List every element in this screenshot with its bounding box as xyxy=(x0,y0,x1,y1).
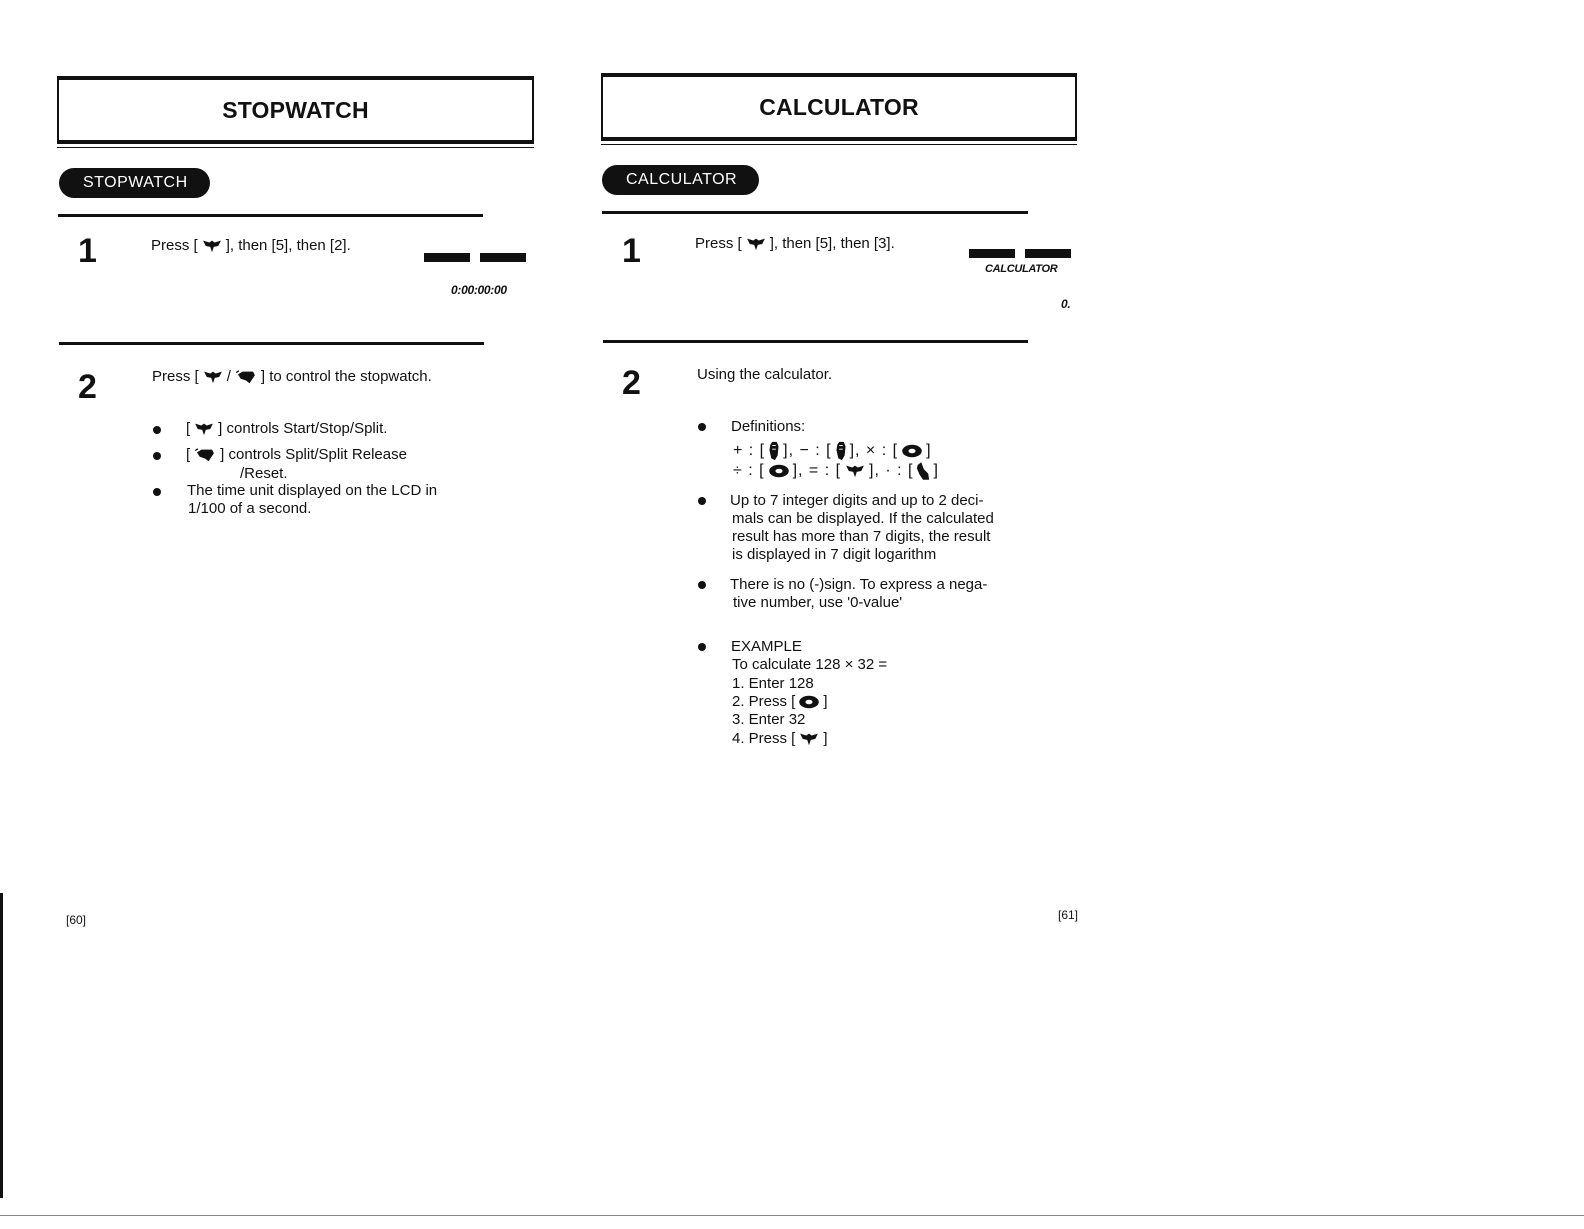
section-pill: STOPWATCH xyxy=(59,168,210,198)
nav-key-icon xyxy=(768,463,790,479)
back-key-icon xyxy=(234,369,258,385)
page-bottom-edge xyxy=(0,1215,1584,1216)
page-number: [61] xyxy=(1058,908,1079,922)
section-pill: CALCULATOR xyxy=(602,165,759,195)
header-title: CALCULATOR xyxy=(759,93,919,120)
list-item: The time unit displayed on the LCD in xyxy=(187,482,438,499)
lcd-label: CALCULATOR xyxy=(985,263,1058,275)
example-step: 3. Enter 32 xyxy=(732,711,806,728)
binding-edge xyxy=(0,893,3,1198)
nav-key-icon xyxy=(901,443,923,459)
side-key-icon xyxy=(768,441,780,461)
step-number: 1 xyxy=(622,232,641,270)
ok-key-icon xyxy=(798,731,820,747)
lcd-status-icons xyxy=(969,249,1071,258)
list-item-line: There is no (-)sign. To express a nega- xyxy=(730,576,988,593)
bullet-dot xyxy=(153,426,161,434)
star-key-icon xyxy=(916,461,930,481)
header-title: STOPWATCH xyxy=(222,96,369,123)
lcd-value: 0. xyxy=(1061,297,1071,311)
ok-key-icon xyxy=(193,421,215,437)
bullet-dot xyxy=(698,643,706,651)
list-item-line: is displayed in 7 digit logarithm xyxy=(732,546,937,563)
step-text: Using the calculator. xyxy=(697,366,833,383)
operator-definitions-row-1: + : [ ], − : [ ], × : [ ] xyxy=(733,442,932,460)
bullet-dot xyxy=(153,488,161,496)
example-step: 1. Enter 128 xyxy=(732,675,814,692)
step-number: 2 xyxy=(622,364,641,402)
step-number: 1 xyxy=(78,232,97,270)
lcd-value: 0:00:00:00 xyxy=(451,283,507,297)
bullet-dot xyxy=(698,581,706,589)
nav-key-icon xyxy=(798,694,820,710)
bullet-dot xyxy=(698,423,706,431)
signal-icon xyxy=(969,249,1015,258)
calculator-header xyxy=(601,73,1077,141)
ok-key-icon xyxy=(202,369,224,385)
operator-definitions-row-2: ÷ : [ ], = : [ ], · : [ ] xyxy=(733,462,939,480)
step-text: Press [ ], then [5], then [3]. xyxy=(695,235,895,252)
stopwatch-header xyxy=(57,76,534,144)
example-step: 2. Press [ ] xyxy=(732,693,828,710)
signal-icon xyxy=(424,253,470,262)
lcd-status-icons xyxy=(424,253,526,262)
list-item-continuation: /Reset. xyxy=(240,465,288,482)
example-label: EXAMPLE xyxy=(731,638,802,655)
ok-key-icon xyxy=(745,236,767,252)
ok-key-icon xyxy=(844,463,866,479)
divider xyxy=(603,340,1028,343)
page-number: [60] xyxy=(66,913,87,927)
side-key-icon xyxy=(835,441,847,461)
step-text: Press [ / ] to control the stopwatch. xyxy=(152,368,432,385)
list-item-line: mals can be displayed. If the calculated xyxy=(732,510,994,527)
example-step: 4. Press [ ] xyxy=(732,730,828,747)
step-number: 2 xyxy=(78,368,97,406)
list-item: [ ] controls Start/Stop/Split. xyxy=(186,420,388,437)
battery-icon xyxy=(1025,249,1071,258)
back-key-icon xyxy=(193,447,217,463)
step-text: Press [ ], then [5], then [2]. xyxy=(151,237,351,254)
list-item-line: tive number, use '0-value' xyxy=(733,594,903,611)
ok-key-icon xyxy=(201,238,223,254)
divider xyxy=(58,214,483,217)
divider xyxy=(59,342,484,345)
example-line: To calculate 128 × 32 = xyxy=(732,656,888,673)
list-item-line: Up to 7 integer digits and up to 2 deci- xyxy=(730,492,984,509)
list-item: [ ] controls Split/Split Release xyxy=(186,446,407,463)
list-item: Definitions: xyxy=(731,418,806,435)
battery-icon xyxy=(480,253,526,262)
divider xyxy=(602,211,1028,214)
bullet-dot xyxy=(698,497,706,505)
bullet-dot xyxy=(153,452,161,460)
list-item-continuation: 1/100 of a second. xyxy=(188,500,312,517)
list-item-line: result has more than 7 digits, the result xyxy=(732,528,991,545)
